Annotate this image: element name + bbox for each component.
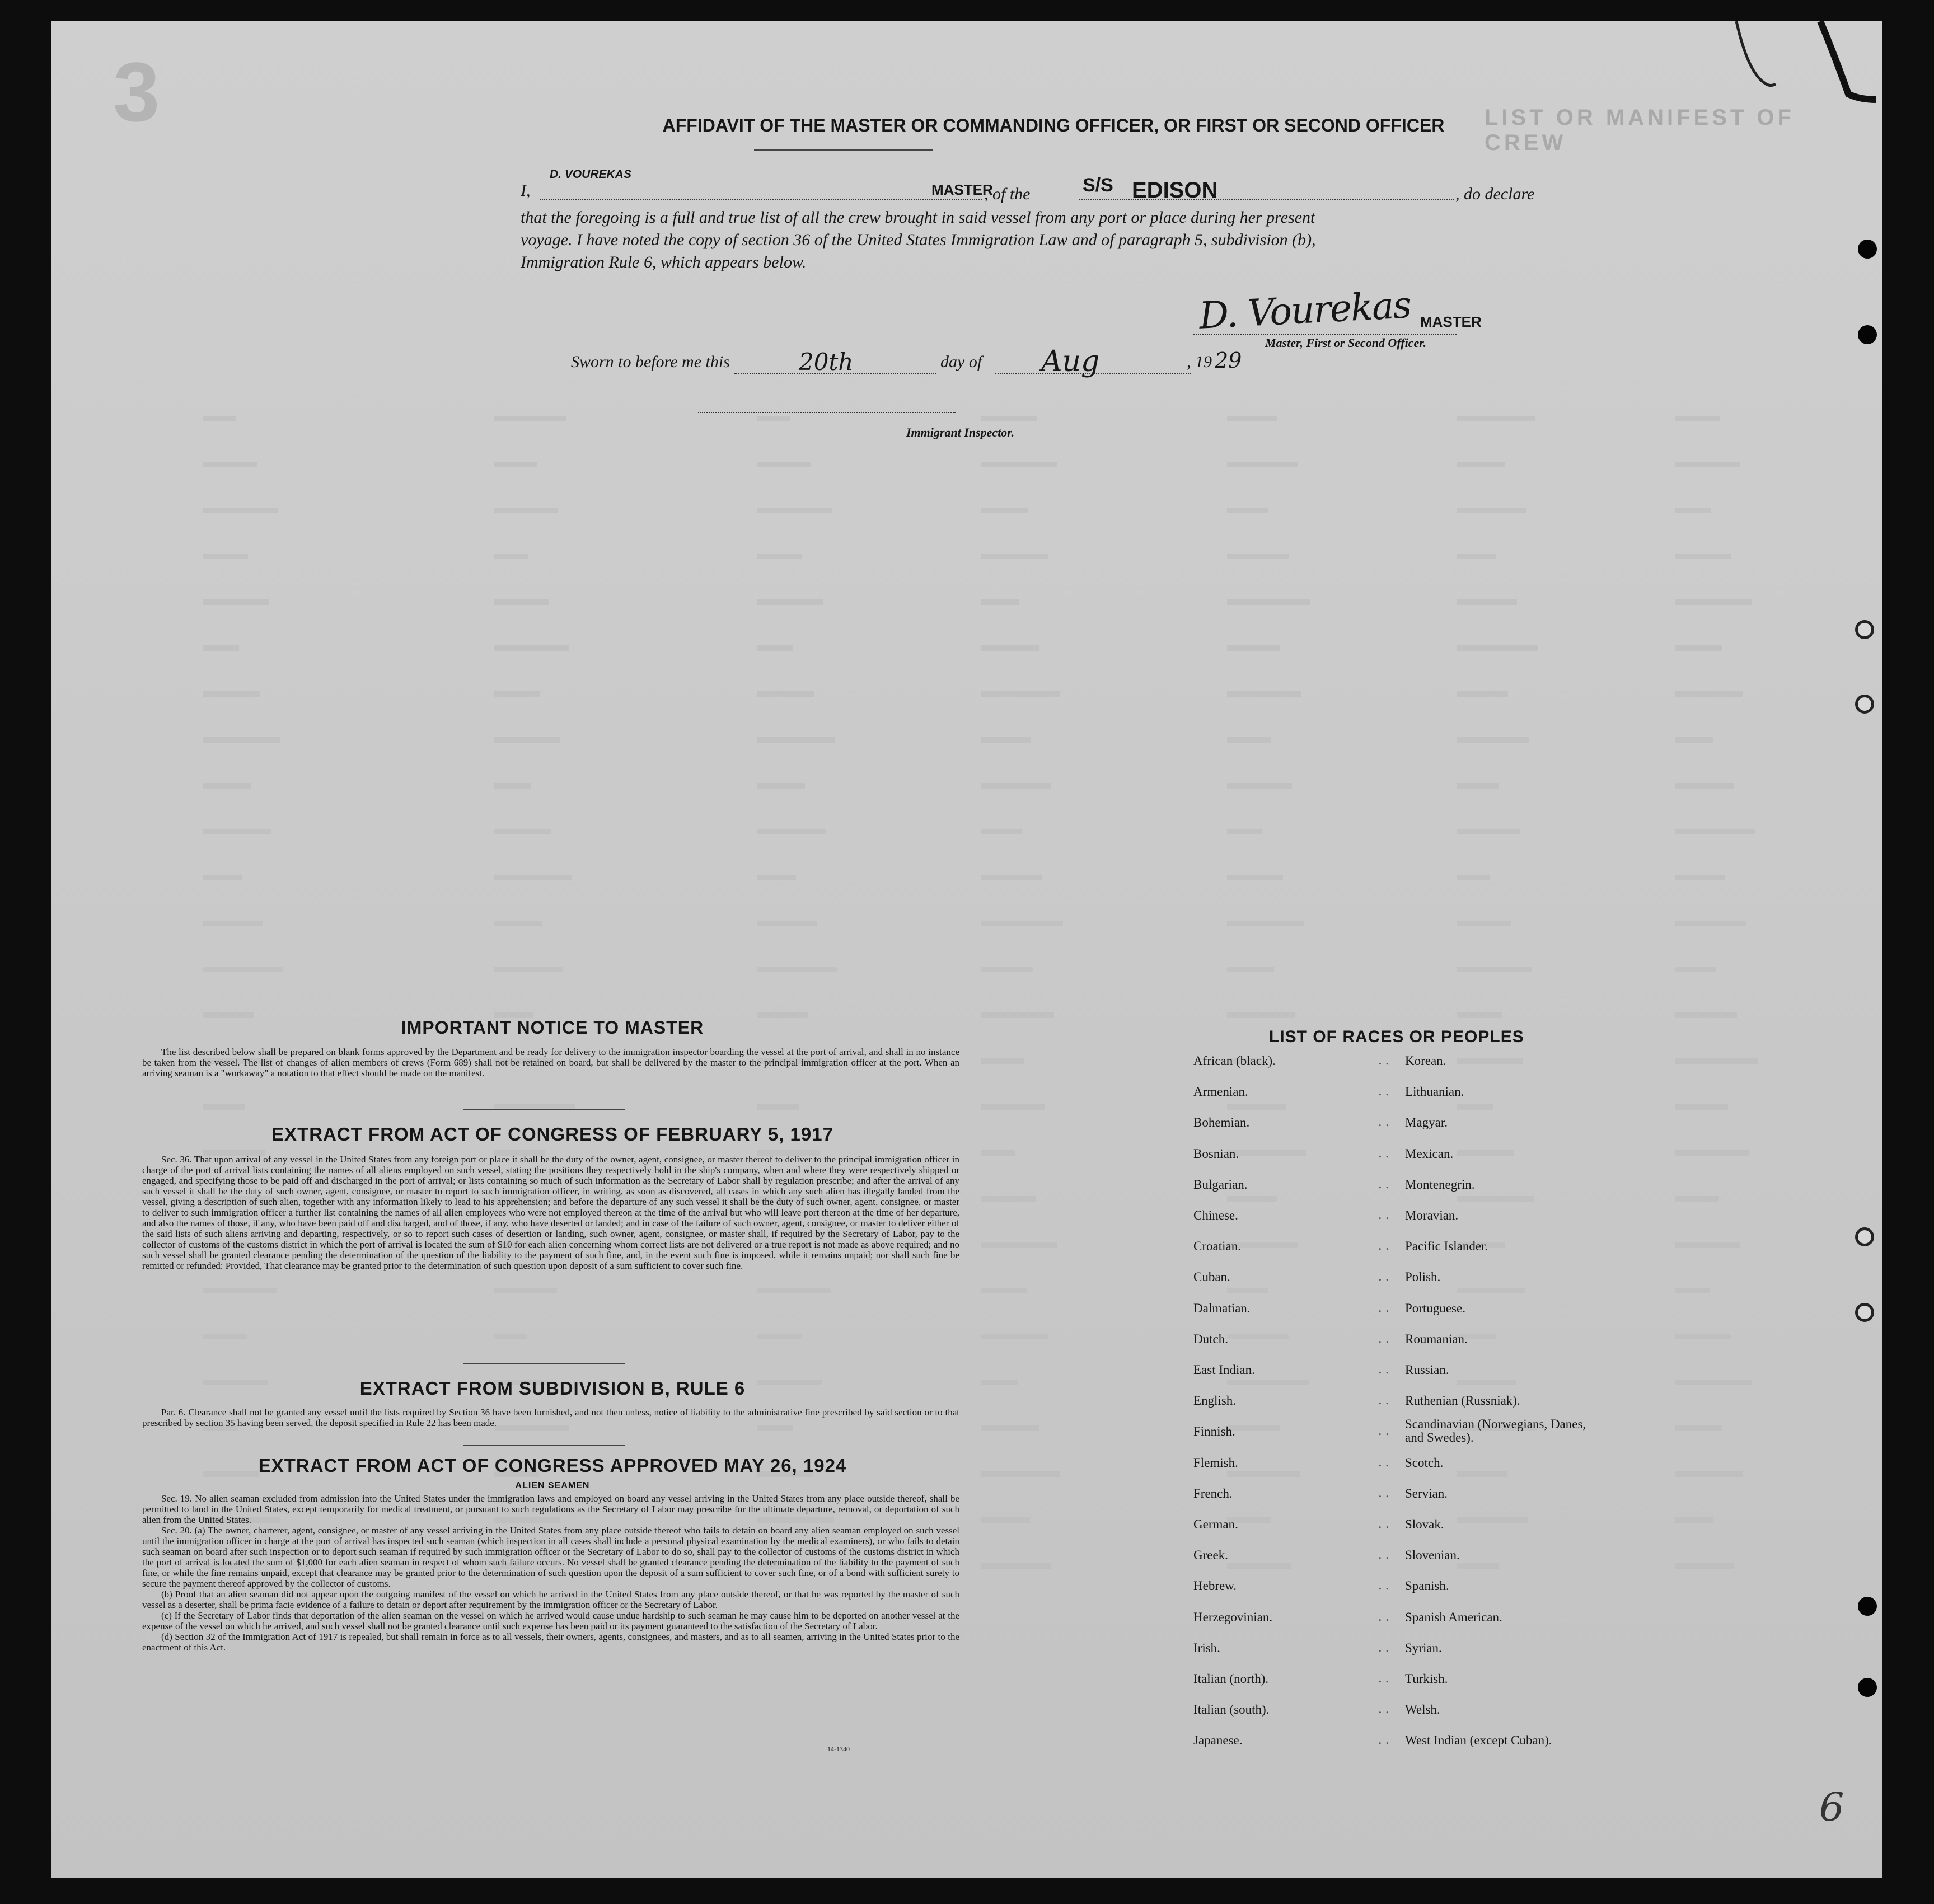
punch-hole <box>1858 240 1877 259</box>
affidavit-page <box>51 21 1882 1878</box>
bleed-through-mark <box>1675 1058 1758 1064</box>
bleed-through-mark <box>203 967 283 972</box>
bleed-through-mark <box>981 1563 1051 1569</box>
officer-name: D. VOUREKAS <box>550 168 631 181</box>
bleed-through-mark <box>1457 691 1508 697</box>
bleed-through-mark <box>981 554 1048 559</box>
bleed-through-mark <box>757 829 826 834</box>
year-suffix: 29 <box>1215 348 1242 373</box>
race-item: Irish. <box>1193 1640 1220 1655</box>
leader-dots: . . <box>1378 1731 1389 1748</box>
race-item: Herzegovinian. <box>1193 1610 1273 1624</box>
bleed-through-mark <box>1227 416 1277 421</box>
bleed-through-mark <box>1227 875 1283 880</box>
bleed-through-mark <box>1675 462 1740 467</box>
race-item: Welsh. <box>1405 1703 1440 1717</box>
divider <box>754 149 933 151</box>
bleed-through-mark <box>1457 1196 1534 1202</box>
leader-dots: . . <box>1378 1391 1389 1408</box>
extract-rule6-paragraph: Par. 6. Clearance shall not be granted any vessel until the lists required by Section 36 have been furnished, and not then unless, notice of liability to the administrative fine prescribed by said section or to that prescribed by section 35 having been served, the deposit specified in Rule 22 has been made. <box>142 1407 959 1428</box>
bleed-through-mark <box>1457 462 1505 467</box>
bleed-through-mark <box>1227 1471 1300 1477</box>
race-item: Italian (north). <box>1193 1672 1269 1686</box>
bleed-through-mark <box>1675 599 1752 605</box>
sec-20a-paragraph: Sec. 20. (a) The owner, charterer, agent, consignee, or master of any vessel arriving in the United States from any place outside thereof who fails to detain on board any alien seaman employed on such vessel until the immigration officer in charge at the port of arrival has inspected such seaman (which inspection in all cases shall include a personal physical examination by the medical examiners), or who fails to detain such seaman on board after such inspection or to deport such seaman if required by such immigration officer or the Secretary of Labor to do so, shall pay to the collector of customs of the customs district in which the port of arrival is located the sum of $1,000 for each alien seaman in respect of whom such failure occurs. No vessel shall be granted clearance pending the determination of the liability to the payment of such fine, or while the fine remains unpaid, except that clearance may be granted prior to the determination of such question upon the deposit of a sum sufficient to cover such fine, or of a bond with sufficient surety to secure the payment thereof approved by the collector of customs. <box>142 1525 959 1589</box>
divider <box>463 1445 625 1446</box>
bleed-through-mark <box>1227 691 1301 697</box>
bleed-through-mark <box>757 462 811 467</box>
bleed-through-mark <box>1675 1288 1710 1293</box>
bleed-through-mark <box>981 1380 1018 1385</box>
bleed-through-mark <box>981 1425 1039 1431</box>
vessel-prefix: S/S <box>1083 175 1113 196</box>
race-item: Turkish. <box>1405 1672 1448 1686</box>
leader-dots: . . <box>1378 1700 1389 1717</box>
bleed-through-mark <box>757 1334 802 1339</box>
extract-1917-paragraph: Sec. 36. That upon arrival of any vessel in the United States from any foreign port or place it shall be the duty of the owner, agent, consignee, or master thereof to deliver to the principal immigration officer in charge of the port of arrival lists containing the names of all aliens employed on such vessel, stating the positions they respectively hold in the ship's company, when and where they were respectively shipped or engaged, and specifying those to be paid off and discharged in the port of arrival; or lists containing so much of such information as the Secretary of Labor shall by regulation prescribe; and after the arrival of any such vessel it shall be the duty of such owner, agent, consignee, or master to report to such immigration officer, in writing, as soon as discovered, all cases in which any such alien has illegally landed from the vessel, giving a description of such alien, together with any information likely to lead to his apprehension; and before the departure of any such vessel it shall be the duty of such owner, agent, consignee, or master to deliver to such immigration officer a further list containing the names of all alien employees who were not employed thereon at the time of the arrival but who will leave port thereon at the time of her departure, and also the names of those, if any, who have been paid off and discharged, and of those, if any, who have deserted or landed; and in case of the failure of such owner, agent, consignee, or master to deliver either of the said lists of such aliens arriving and departing, respectively, or so to report such cases of desertion or landing, such owner, agent, consignee, or master shall, if required by the Secretary of Labor, pay to the collector of customs of the customs district in which the port of arrival is located the sum of $10 for each alien concerning whom correct lists are not delivered or a true report is not made as above required; and no such vessel shall be granted clearance pending the determination of the question of the liability to the payment of such fine, and, in the event such fine is imposed, while it remains unpaid; nor shall such fine be remitted or refunded: Provided, That clearance may be granted prior to the determination of such question upon deposit of a sum sufficient to cover such fine. <box>142 1154 959 1271</box>
bleed-through-mark <box>1457 1471 1507 1477</box>
bleed-through-mark <box>1675 1150 1749 1156</box>
bleed-through-mark <box>203 416 236 421</box>
signature-line <box>1193 334 1457 335</box>
race-item: Roumanian. <box>1405 1331 1468 1346</box>
bleed-through-mark <box>981 462 1057 467</box>
extract-rule6-text <box>142 1407 959 1428</box>
race-item: Mexican. <box>1405 1146 1454 1161</box>
bleed-through-mark <box>1227 462 1298 467</box>
sec-20d-paragraph: (d) Section 32 of the Immigration Act of 1917 is repealed, but shall remain in force as to all vessels, their owners, agents, consignees, and masters, and as to all seamen, arriving in the United States prior to the enactment of this Act. <box>142 1631 959 1653</box>
race-item: Dalmatian. <box>1193 1301 1251 1315</box>
bleed-through-mark <box>981 599 1019 605</box>
bleed-through-mark <box>1457 921 1511 926</box>
bleed-through-mark <box>494 967 563 972</box>
bleed-through-mark <box>1457 1150 1514 1156</box>
bleed-through-mark <box>203 691 260 697</box>
race-item: Cuban. <box>1193 1270 1230 1284</box>
sworn-month: Aug <box>1041 345 1100 378</box>
torn-corner-mark <box>1731 21 1882 116</box>
bleed-through-mark <box>1457 1288 1525 1293</box>
bleed-through-mark <box>203 645 239 651</box>
leader-dots: . . <box>1378 1546 1389 1563</box>
bleed-through-mark <box>981 1196 1036 1202</box>
affidavit-heading: AFFIDAVIT OF THE MASTER OR COMMANDING OFFICER, OR FIRST OR SECOND OFFICER <box>662 115 1445 135</box>
bleed-through-mark <box>494 416 566 421</box>
bleed-through-mark <box>757 967 837 972</box>
leader-dots: . . <box>1378 1515 1389 1531</box>
sec-20c-paragraph: (c) If the Secretary of Labor finds that deportation of the alien seaman on the vessel on which he arrived would cause undue hardship to such seaman he may cause him to be deported on another vessel at the expense of the vessel on which he arrived, and such vessel shall not be granted clearance until such expense has been paid or its payment guaranteed to the satisfaction of the Secretary of Labor. <box>142 1610 959 1631</box>
bleed-through-mark <box>203 1334 247 1339</box>
sec-20b-paragraph: (b) Proof that an alien seaman did not appear upon the outgoing manifest of the vessel on which he arrived in the United States from any place outside thereof, or that he was reported by the master of such vessel as a deserter, shall be prima facie evidence of a failure to detain or deport after requirement by the immigration officer or the Secretary of Labor. <box>142 1589 959 1610</box>
bleed-through-mark <box>1675 829 1755 834</box>
bleed-through-mark <box>757 737 835 743</box>
bleed-through-mark <box>981 1150 1015 1156</box>
signature-rank: MASTER <box>1420 313 1482 330</box>
race-item: Croatian. <box>1193 1239 1241 1254</box>
race-item: Slovenian. <box>1405 1548 1460 1563</box>
bleed-through-mark <box>1675 1012 1737 1018</box>
bleed-through-mark <box>494 783 531 789</box>
bleed-through-mark <box>757 416 790 421</box>
bleed-through-mark <box>203 829 271 834</box>
bleed-through-mark <box>1227 1334 1289 1339</box>
form-number: 14-1340 <box>827 1745 850 1753</box>
bleed-through-mark <box>1457 645 1538 651</box>
bleed-through-page-number: 3 <box>113 45 160 139</box>
bleed-through-mark <box>203 737 280 743</box>
bleed-through-mark <box>1227 645 1280 651</box>
bleed-through-mark <box>494 599 549 605</box>
race-item: West Indian (except Cuban). <box>1405 1733 1552 1748</box>
divider <box>463 1109 625 1110</box>
bleed-through-mark <box>494 737 560 743</box>
bleed-through-mark <box>981 829 1022 834</box>
bleed-through-mark <box>1675 1196 1719 1202</box>
leader-dots: . . <box>1378 1577 1389 1593</box>
bleed-through-mark <box>494 554 528 559</box>
bleed-through-mark <box>494 875 572 880</box>
bleed-through-mark <box>1675 508 1711 513</box>
leader-dots: . . <box>1378 1453 1389 1470</box>
signature-caption: Master, First or Second Officer. <box>1265 336 1427 350</box>
sworn-label: Sworn to before me this <box>571 353 730 371</box>
races-heading: LIST OF RACES OR PEOPLES <box>1269 1028 1524 1046</box>
day-of-label: day of <box>940 353 982 371</box>
leader-dots: . . <box>1378 1237 1389 1254</box>
bleed-through-mark <box>1675 967 1716 972</box>
bleed-through-mark <box>981 737 1031 743</box>
leader-dots: . . <box>1378 1268 1389 1284</box>
bleed-through-mark <box>981 921 1063 926</box>
race-item: Scandinavian (Norwegians, Danes, and Swedes). <box>1405 1417 1586 1445</box>
declaration-line-4: Immigration Rule 6, which appears below. <box>521 253 807 271</box>
bleed-through-mark <box>1675 1471 1743 1477</box>
bleed-through-mark <box>494 921 542 926</box>
leader-dots: . . <box>1378 1144 1389 1161</box>
race-item: Greek. <box>1193 1548 1228 1563</box>
bleed-through-mark <box>1227 508 1268 513</box>
bleed-through-mark <box>757 599 823 605</box>
notice-text <box>142 1047 959 1078</box>
race-item: Bulgarian. <box>1193 1177 1248 1192</box>
race-item: Japanese. <box>1193 1733 1243 1748</box>
race-item: English. <box>1193 1394 1237 1408</box>
bleed-through-mark <box>1457 829 1520 834</box>
leader-dots: . . <box>1378 1175 1389 1192</box>
bleed-through-mark <box>981 645 1039 651</box>
bleed-through-mark <box>1227 599 1310 605</box>
bleed-through-mark <box>1227 1012 1295 1018</box>
bleed-through-mark <box>1675 1242 1740 1248</box>
extract-1917-heading: EXTRACT FROM ACT OF CONGRESS OF FEBRUARY 5, 1917 <box>271 1124 833 1145</box>
bleed-through-mark <box>203 462 257 467</box>
bleed-through-mark <box>757 508 832 513</box>
bleed-through-mark <box>1457 554 1496 559</box>
i-label: I, <box>521 181 531 200</box>
race-item: Russian. <box>1405 1363 1449 1377</box>
bleed-through-mark <box>1675 645 1722 651</box>
bleed-through-mark <box>981 1517 1030 1523</box>
inspector-line <box>698 412 956 413</box>
race-item: Moravian. <box>1405 1208 1459 1222</box>
punch-hole <box>1855 1227 1874 1246</box>
leader-dots: . . <box>1378 1669 1389 1686</box>
bleed-through-mark <box>981 1288 1027 1293</box>
race-item: Korean. <box>1405 1054 1446 1068</box>
bleed-through-mark <box>981 1242 1057 1248</box>
bleed-through-mark <box>494 691 540 697</box>
bleed-through-mark <box>981 1334 1048 1339</box>
name-line <box>540 199 982 200</box>
bleed-through-mark <box>981 875 1042 880</box>
bleed-through-mark <box>981 967 1033 972</box>
bleed-through-mark <box>981 508 1028 513</box>
bleed-through-mark <box>1227 1288 1268 1293</box>
race-item: Portuguese. <box>1405 1301 1465 1315</box>
bleed-through-mark <box>1457 1380 1516 1385</box>
leader-dots: . . <box>1378 1484 1389 1500</box>
bleed-through-mark <box>494 1288 557 1293</box>
bleed-through-mark <box>1675 1334 1731 1339</box>
bleed-through-mark <box>494 462 537 467</box>
race-item: Montenegrin. <box>1405 1177 1475 1192</box>
sec-19-paragraph: Sec. 19. No alien seaman excluded from admission into the United States under the immigration laws and employed on board any vessel arriving in the United States from any place outside thereof, shall be permitted to land in the United States, except temporarily for medical treatment, or pursuant to such regulations as the Secretary of Labor may prescribe for the ultimate departure, removal, or deportation of such alien from the United States. <box>142 1493 959 1525</box>
bleed-through-mark <box>1457 783 1499 789</box>
punch-hole <box>1858 1597 1877 1616</box>
leader-dots: . . <box>1378 1361 1389 1377</box>
bleed-through-mark <box>1227 1150 1306 1156</box>
bleed-through-mark <box>1457 1517 1528 1523</box>
bleed-through-mark <box>494 829 551 834</box>
master-signature: D. Vourekas <box>1198 283 1412 337</box>
bleed-through-mark <box>981 1058 1024 1064</box>
bleed-through-mark <box>981 416 1037 421</box>
extract-1917-text <box>142 1154 959 1271</box>
notice-heading: IMPORTANT NOTICE TO MASTER <box>401 1017 704 1038</box>
bleed-through-mark <box>1457 875 1490 880</box>
do-declare-label: , do declare <box>1455 185 1535 203</box>
bleed-through-mark <box>981 783 1051 789</box>
bleed-through-mark <box>1457 508 1526 513</box>
leader-dots: . . <box>1378 1113 1389 1130</box>
race-item: Scotch. <box>1405 1455 1444 1470</box>
bleed-through-mark <box>1675 554 1731 559</box>
bleed-through-mark <box>1675 1104 1728 1110</box>
bleed-through-mark <box>203 554 248 559</box>
bleed-through-mark <box>1227 554 1289 559</box>
extract-1924-text <box>142 1493 959 1653</box>
bleed-through-mark <box>981 1471 1060 1477</box>
bleed-through-mark <box>1227 783 1292 789</box>
race-item: Bosnian. <box>1193 1146 1239 1161</box>
bleed-through-mark <box>757 783 805 789</box>
race-item: Lithuanian. <box>1405 1085 1464 1099</box>
race-item: Hebrew. <box>1193 1579 1237 1593</box>
bleed-through-mark <box>1457 599 1517 605</box>
bleed-through-mark <box>981 1012 1054 1018</box>
race-item: East Indian. <box>1193 1363 1255 1377</box>
bleed-through-mark <box>1457 1104 1493 1110</box>
alien-seamen-subheading: ALIEN SEAMEN <box>515 1481 590 1490</box>
punch-hole <box>1855 695 1874 714</box>
bleed-through-mark <box>1675 1425 1722 1431</box>
leader-dots: . . <box>1378 1422 1389 1439</box>
punch-hole <box>1858 325 1877 344</box>
year-prefix: , 19 <box>1187 353 1212 371</box>
declaration-line-2: that the foregoing is a full and true list of all the crew brought in said vessel from any port or place during her present <box>521 208 1315 227</box>
sworn-day: 20th <box>799 348 854 376</box>
divider <box>463 1363 625 1364</box>
bleed-through-mark <box>1675 737 1713 743</box>
race-item: Spanish. <box>1405 1579 1449 1593</box>
officer-rank: MASTER <box>931 181 993 198</box>
bleed-through-mark <box>757 1288 831 1293</box>
bleed-through-mark <box>494 645 569 651</box>
race-item: African (black). <box>1193 1054 1276 1068</box>
leader-dots: . . <box>1378 1607 1389 1624</box>
extract-1924-heading: EXTRACT FROM ACT OF CONGRESS APPROVED MAY 26, 1924 <box>258 1455 847 1476</box>
race-item: Polish. <box>1405 1270 1441 1284</box>
declaration-line-3: voyage. I have noted the copy of section 36 of the United States Immigration Law and of paragraph 5, subdivision (b), <box>521 231 1316 249</box>
leader-dots: . . <box>1378 1052 1389 1068</box>
leader-dots: . . <box>1378 1206 1389 1222</box>
race-item: Bohemian. <box>1193 1115 1250 1130</box>
bleed-through-mark <box>203 921 263 926</box>
vessel-name: EDISON <box>1132 178 1218 203</box>
bleed-through-mark <box>1675 783 1734 789</box>
bleed-through-mark <box>1457 1012 1502 1018</box>
bleed-through-mark <box>757 554 802 559</box>
bleed-through-mark <box>203 1104 245 1110</box>
race-item: Syrian. <box>1405 1640 1442 1655</box>
bleed-through-mark <box>981 1104 1045 1110</box>
bleed-through-mark <box>1675 1517 1713 1523</box>
bleed-through-mark <box>1675 691 1743 697</box>
bleed-through-mark <box>981 691 1060 697</box>
bleed-through-mark <box>1675 416 1720 421</box>
bleed-through-mark <box>1457 1058 1523 1064</box>
margin-mark: 6 <box>1819 1784 1844 1830</box>
bleed-through-mark <box>494 508 558 513</box>
race-item: Slovak. <box>1405 1517 1444 1531</box>
race-item: Armenian. <box>1193 1085 1248 1099</box>
bleed-through-mark <box>757 645 793 651</box>
bleed-through-mark <box>203 508 278 513</box>
of-the-label: , of the <box>984 185 1031 203</box>
bleed-through-mark <box>203 599 269 605</box>
bleed-through-mark <box>203 783 251 789</box>
bleed-through-mark <box>1457 967 1532 972</box>
notice-paragraph: The list described below shall be prepared on blank forms approved by the Department and be ready for delivery to the immigration inspector boarding the vessel at the port of arrival, and shall in no instance be taken from the vessel. The list of changes of alien members of crews (Form 689) shall not be retained on board, but shall be delivered by the master to the principal immigration officer at the port. When an arriving seaman is a "workaway" a notation to that effect should be made on the manifest. <box>142 1047 959 1078</box>
vessel-line <box>1079 199 1454 200</box>
bleed-through-mark <box>1675 921 1746 926</box>
race-item: French. <box>1193 1486 1233 1500</box>
race-item: German. <box>1193 1517 1238 1531</box>
race-item: Servian. <box>1405 1486 1448 1500</box>
punch-hole <box>1855 1303 1874 1322</box>
bleed-through-mark <box>757 691 814 697</box>
bleed-through-mark <box>1227 1563 1291 1569</box>
bleed-through-mark <box>1457 1563 1499 1569</box>
leader-dots: . . <box>1378 1329 1389 1346</box>
bleed-through-mark <box>757 921 817 926</box>
bleed-through-mark <box>1227 1104 1286 1110</box>
leader-dots: . . <box>1378 1298 1389 1315</box>
leader-dots: . . <box>1378 1638 1389 1655</box>
bleed-through-mark <box>203 1288 277 1293</box>
bleed-through-mark <box>1675 1380 1752 1385</box>
race-item: Ruthenian (Russniak). <box>1405 1394 1520 1408</box>
race-item: Flemish. <box>1193 1455 1238 1470</box>
bleed-through-mark <box>757 875 796 880</box>
race-item: Italian (south). <box>1193 1703 1270 1717</box>
bleed-through-mark <box>1675 1563 1734 1569</box>
bleed-through-mark <box>757 1104 799 1110</box>
bleed-through-mark <box>1227 829 1262 834</box>
bleed-through-mark <box>1675 875 1725 880</box>
bleed-through-mark <box>1227 1380 1309 1385</box>
race-item: Dutch. <box>1193 1331 1228 1346</box>
extract-rule6-heading: EXTRACT FROM SUBDIVISION B, RULE 6 <box>359 1378 746 1399</box>
bleed-through-mark <box>494 1334 527 1339</box>
inspector-caption: Immigrant Inspector. <box>906 425 1015 439</box>
race-item: Magyar. <box>1405 1115 1448 1130</box>
punch-hole <box>1855 620 1874 639</box>
punch-hole <box>1858 1678 1877 1697</box>
bleed-through-mark <box>203 875 242 880</box>
race-item: Spanish American. <box>1405 1610 1502 1624</box>
bleed-through-mark <box>1457 737 1529 743</box>
bleed-through-mark <box>1227 737 1271 743</box>
bleed-through-mark <box>1227 1196 1277 1202</box>
bleed-through-mark <box>1457 416 1535 421</box>
bleed-through-mark <box>1227 921 1304 926</box>
bleed-through-title: LIST OR MANIFEST OF CREW <box>1485 105 1795 155</box>
bleed-through-mark <box>1227 967 1274 972</box>
leader-dots: . . <box>1378 1082 1389 1099</box>
race-item: Chinese. <box>1193 1208 1238 1222</box>
race-item: Pacific Islander. <box>1405 1239 1488 1254</box>
race-item: Finnish. <box>1193 1424 1235 1439</box>
